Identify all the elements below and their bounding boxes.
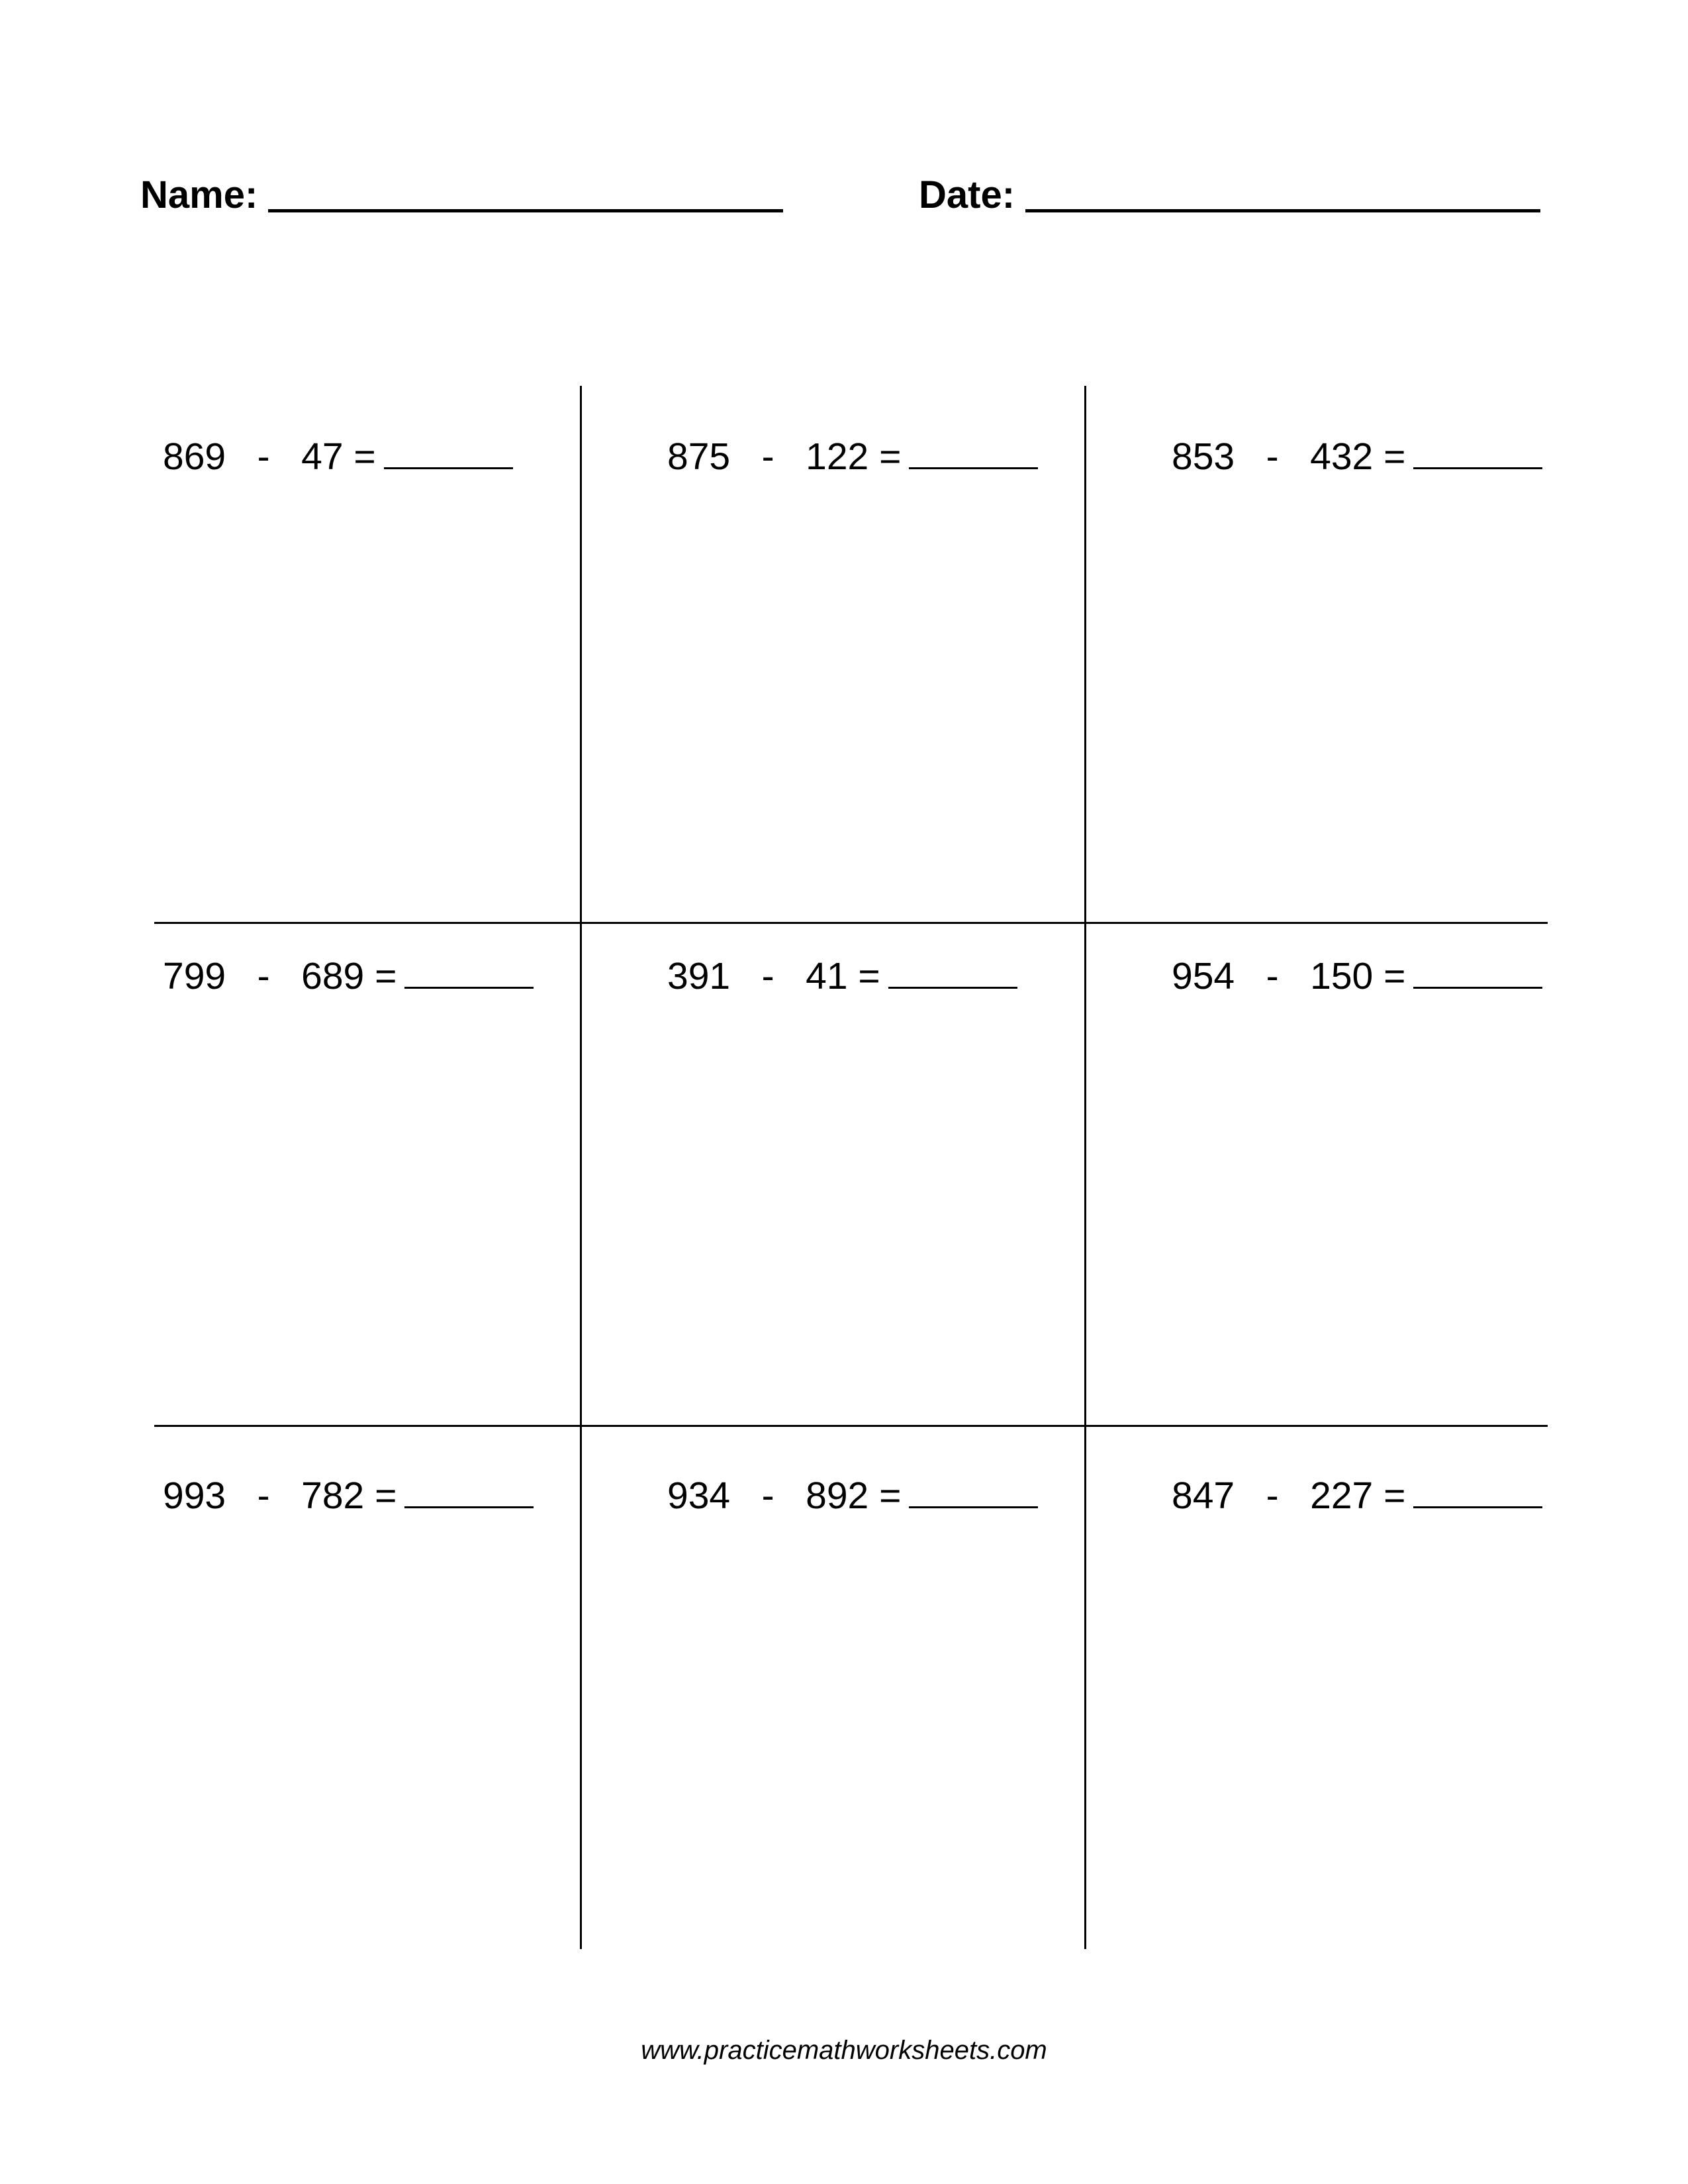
- date-label: Date:: [919, 173, 1015, 216]
- name-label: Name:: [140, 173, 258, 216]
- problem-7-minuend: 993: [163, 1475, 226, 1517]
- problem-2: [667, 437, 1038, 477]
- problem-1-operator: -: [257, 435, 270, 478]
- problem-9: [1172, 1476, 1542, 1516]
- problem-8-equals: =: [879, 1475, 902, 1517]
- problem-5-minuend: 391: [667, 955, 731, 997]
- problem-3: [1172, 437, 1542, 477]
- problem-1-answer-blank[interactable]: [384, 437, 513, 469]
- problem-8: [667, 1476, 1038, 1516]
- problem-5-operator: -: [761, 955, 774, 997]
- problem-9-operator: -: [1266, 1475, 1279, 1517]
- problem-5: [667, 956, 1017, 996]
- grid-divider-horizontal-1: [154, 922, 1548, 924]
- problem-9-equals: =: [1383, 1475, 1406, 1517]
- date-blank-line[interactable]: [1025, 209, 1540, 212]
- problem-6-operator: -: [1266, 955, 1279, 997]
- problem-2-minuend: 875: [667, 435, 731, 478]
- grid-divider-vertical-1: [580, 386, 582, 1949]
- problem-1-minuend: 869: [163, 435, 226, 478]
- grid-divider-vertical-2: [1084, 386, 1086, 1949]
- problem-3-operator: -: [1266, 435, 1279, 478]
- problem-4-answer-blank[interactable]: [404, 956, 534, 989]
- problem-7-answer-blank[interactable]: [404, 1476, 534, 1508]
- problem-6-minuend: 954: [1172, 955, 1235, 997]
- problem-2-subtrahend: 122: [806, 435, 869, 478]
- problem-7: [163, 1476, 534, 1516]
- problem-5-answer-blank[interactable]: [888, 956, 1017, 989]
- problem-3-answer-blank[interactable]: [1413, 437, 1542, 469]
- problem-9-subtrahend: 227: [1310, 1475, 1374, 1517]
- footer-website: www.practicemathworksheets.com: [641, 2036, 1047, 2065]
- problem-1: [163, 437, 513, 477]
- problem-4-subtrahend: 689: [301, 955, 365, 997]
- problem-1-subtrahend: 47: [301, 435, 344, 478]
- problem-7-operator: -: [257, 1475, 270, 1517]
- problem-4-operator: -: [257, 955, 270, 997]
- problem-6-subtrahend: 150: [1310, 955, 1374, 997]
- problem-4-minuend: 799: [163, 955, 226, 997]
- problem-6-equals: =: [1383, 955, 1406, 997]
- problem-5-subtrahend: 41: [806, 955, 848, 997]
- name-blank-line[interactable]: [268, 209, 783, 212]
- problem-1-equals: =: [353, 435, 376, 478]
- problem-2-operator: -: [761, 435, 774, 478]
- problem-2-equals: =: [879, 435, 902, 478]
- name-field[interactable]: [140, 169, 783, 215]
- problem-8-answer-blank[interactable]: [909, 1476, 1038, 1508]
- problem-8-minuend: 934: [667, 1475, 731, 1517]
- grid-divider-horizontal-2: [154, 1425, 1548, 1427]
- date-field[interactable]: [919, 169, 1540, 215]
- problem-4-equals: =: [375, 955, 397, 997]
- problem-3-subtrahend: 432: [1310, 435, 1374, 478]
- problem-9-minuend: 847: [1172, 1475, 1235, 1517]
- problem-7-equals: =: [375, 1475, 397, 1517]
- problem-9-answer-blank[interactable]: [1413, 1476, 1542, 1508]
- problem-5-equals: =: [858, 955, 880, 997]
- problem-4: [163, 956, 534, 996]
- problem-8-subtrahend: 892: [806, 1475, 869, 1517]
- problem-6: [1172, 956, 1542, 996]
- problem-3-equals: =: [1383, 435, 1406, 478]
- problem-6-answer-blank[interactable]: [1413, 956, 1542, 989]
- problem-3-minuend: 853: [1172, 435, 1235, 478]
- problem-7-subtrahend: 782: [301, 1475, 365, 1517]
- problem-2-answer-blank[interactable]: [909, 437, 1038, 469]
- problem-8-operator: -: [761, 1475, 774, 1517]
